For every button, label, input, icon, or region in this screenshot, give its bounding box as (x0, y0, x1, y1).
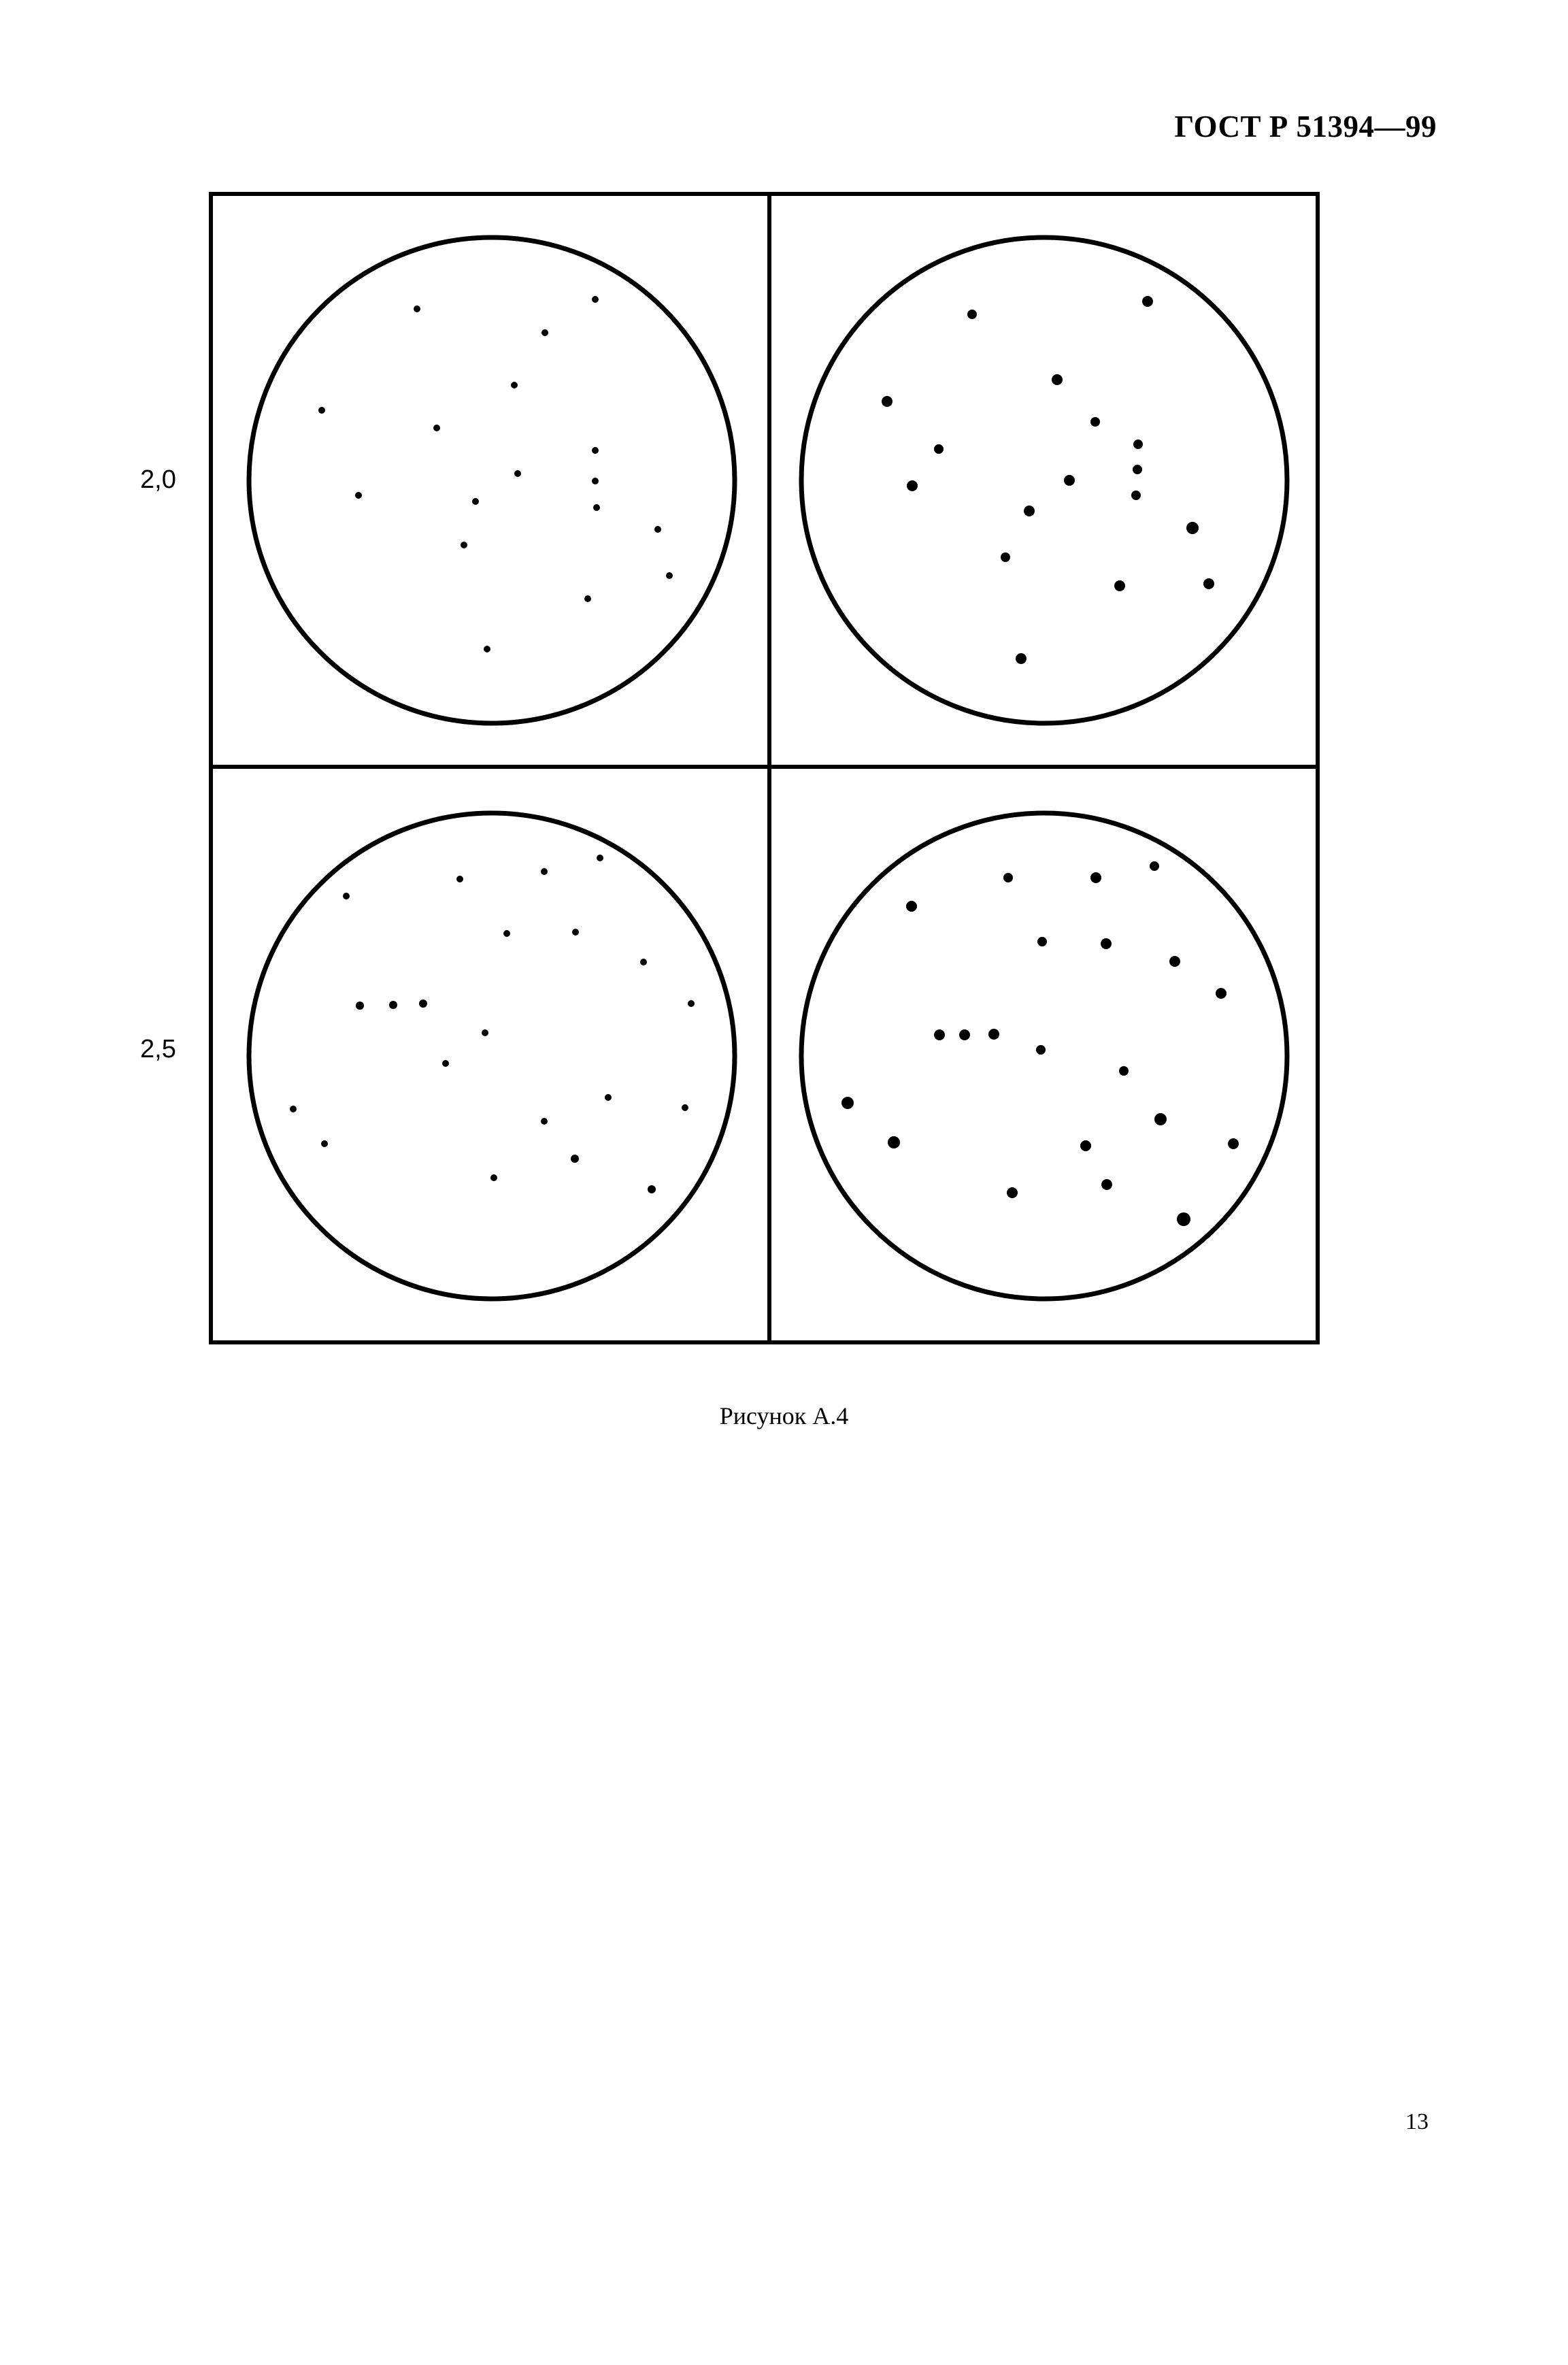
colony-dot (389, 1001, 397, 1009)
colony-dot (592, 296, 599, 303)
panel-row2-right (801, 813, 1287, 1299)
colony-dot (1216, 988, 1227, 999)
colony-dot (841, 1097, 854, 1109)
colony-dot (541, 329, 548, 336)
petri-dish-circle (249, 813, 735, 1299)
colony-dot (888, 1136, 900, 1148)
row-label-2-5: 2,5 (140, 1035, 176, 1063)
colony-dot (1007, 1187, 1018, 1198)
page-number: 13 (1405, 2109, 1429, 2134)
colony-dot (484, 646, 490, 652)
colony-dots (841, 861, 1239, 1226)
colony-dots (882, 296, 1214, 664)
colony-dot (503, 930, 510, 937)
colony-dot (1119, 1066, 1129, 1076)
colony-dot (541, 1118, 548, 1125)
colony-dot (1090, 417, 1100, 427)
colony-dots (290, 855, 695, 1193)
panel-row1-left (249, 237, 735, 723)
colony-dot (456, 876, 463, 882)
colony-dot (571, 1155, 579, 1163)
colony-dot (592, 478, 599, 484)
colony-dot (482, 1029, 488, 1036)
colony-dot (356, 1002, 364, 1010)
colony-dot (1169, 956, 1180, 967)
colony-dot (1133, 440, 1143, 449)
colony-dot (490, 1174, 497, 1181)
colony-dot (967, 310, 977, 319)
colony-dot (433, 425, 440, 431)
row-label-2-0: 2,0 (140, 465, 176, 494)
colony-dot (472, 498, 479, 505)
petri-dish-circle (801, 813, 1287, 1299)
colony-dot (934, 1029, 945, 1040)
colony-dot (666, 572, 673, 579)
colony-dot (1131, 491, 1141, 500)
colony-dot (682, 1104, 688, 1111)
colony-dot (514, 470, 521, 477)
colony-dot (572, 929, 579, 936)
colony-dot (318, 407, 325, 414)
colony-dot (1203, 578, 1214, 589)
colony-dot (290, 1106, 297, 1112)
colony-dot (1080, 1140, 1091, 1151)
colony-dot (1016, 653, 1027, 664)
colony-dot (592, 447, 599, 454)
colony-dot (1036, 1045, 1046, 1055)
colony-dot (688, 1000, 695, 1007)
colony-dot (934, 444, 944, 454)
petri-dish-circle (249, 237, 735, 723)
colony-dot (442, 1060, 449, 1067)
colony-dot (640, 959, 647, 965)
colony-dot (1142, 296, 1153, 307)
colony-dot (1154, 1113, 1167, 1125)
colony-dot (654, 526, 661, 533)
colony-dot (414, 305, 420, 312)
colony-dot (1177, 1212, 1190, 1226)
colony-dot (988, 1029, 999, 1040)
colony-dot (343, 893, 350, 899)
colony-dot (907, 480, 918, 491)
colony-dot (605, 1094, 612, 1101)
colony-dot (511, 382, 518, 388)
colony-dots (318, 296, 673, 652)
grid-frame (211, 194, 1318, 1342)
colony-dot (1052, 374, 1063, 385)
colony-dot (1101, 938, 1112, 949)
colony-dot (593, 504, 600, 511)
colony-dot (419, 999, 427, 1008)
colony-dot (321, 1140, 328, 1147)
petri-dish-circle (801, 237, 1287, 723)
figure-caption: Рисунок А.4 (719, 1402, 849, 1429)
colony-dot (959, 1029, 970, 1040)
colony-dot (1133, 465, 1142, 474)
colony-dot (461, 542, 467, 548)
colony-dot (1024, 506, 1035, 516)
colony-dot (584, 595, 591, 602)
colony-dot (1186, 522, 1199, 534)
colony-dot (1003, 873, 1013, 882)
colony-dot (597, 855, 603, 861)
colony-dot (1001, 552, 1010, 562)
colony-dot (1090, 872, 1101, 883)
panel-row1-right (801, 237, 1287, 723)
panel-row2-left (249, 813, 735, 1299)
colony-dot (355, 492, 362, 499)
colony-dot (648, 1185, 656, 1193)
colony-dot (541, 868, 548, 875)
colony-dot (1114, 580, 1125, 591)
colony-dot (1037, 937, 1047, 946)
colony-dot (1150, 861, 1159, 871)
colony-dot (1228, 1138, 1239, 1149)
colony-dot (1101, 1179, 1112, 1190)
colony-dot (882, 396, 893, 407)
document-standard-header: ГОСТ Р 51394—99 (1174, 110, 1437, 144)
colony-dot (1064, 475, 1075, 486)
colony-dot (906, 901, 917, 912)
